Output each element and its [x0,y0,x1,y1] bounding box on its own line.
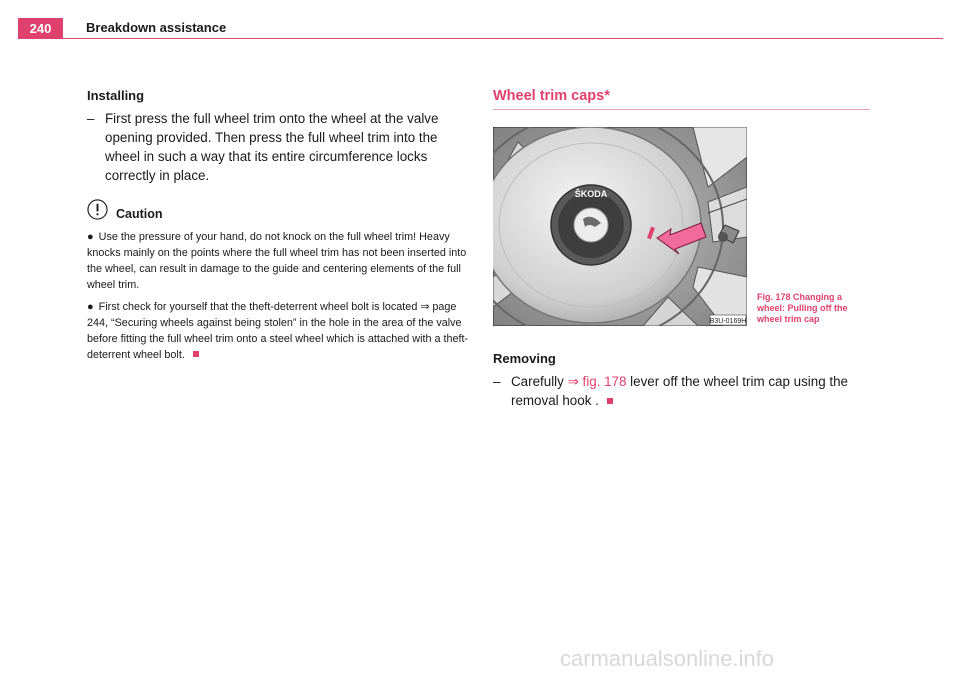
caution-bullet-1 [87,229,469,293]
fig-178-link[interactable]: ⇒ fig. 178 [567,374,627,389]
wheel-trim-illustration [493,127,747,326]
page-header [18,18,943,40]
removing-step-before: Carefully [511,374,568,389]
removing-step-after: lever off the wheel trim cap using the removal hook . [511,374,848,408]
installing-step-text: First press the full wheel trim onto the wheel at the valve opening provided. Then press the full wheel trim into the wheel in such a way that its entire circumference locks correctly in place. [105,111,439,183]
chapter-title: Breakdown assistance [86,20,227,35]
step-dash: – [87,111,95,126]
caution-bullet-2 [87,299,469,363]
removing-section [493,351,873,410]
left-column [87,88,467,185]
figure-caption: Fig. 178 Changing a wheel: Pulling off the wheel trim cap [757,292,848,324]
section-end-mark [607,398,613,404]
page-number: 240 [18,18,63,39]
caution-block [87,201,469,363]
section-end-mark [193,351,199,357]
exclamation-icon [87,199,108,220]
caution-bullet-2-text: First check for yourself that the theft-deterrent wheel bolt is located ⇒ page 244, “Securing wheels against being stolen” in the hole in the area of the valve before fitting the full wheel trim onto a steel wheel which is attached with a theft-deterrent wheel bolt. [87,301,469,361]
figure-code: B3U-0169H [709,318,747,325]
caution-heading [87,201,469,223]
removing-step [493,372,873,410]
step-dash: – [493,374,501,389]
installing-step [87,109,467,185]
caution-label: Caution [116,207,163,221]
installing-subheading: Installing [87,88,145,103]
caution-bullet-1-text: Use the pressure of your hand, do not knock on the full wheel trim! Heavy knocks mainly on the points where the full wheel trim has not been inserted into the wheel, can result in damage to the guide and centering elements of the full wheel trim. [87,231,467,291]
watermark: carmanualsonline.info [560,646,775,671]
bullet-icon: ● [87,231,94,243]
section-title: Wheel trim caps* [493,88,870,110]
bullet-icon: ● [87,301,94,313]
right-column [493,88,873,110]
skoda-logo-text: ŠKODA [574,189,608,199]
header-rule [18,38,943,39]
figure-178 [493,127,747,326]
removing-subheading: Removing [493,351,556,366]
